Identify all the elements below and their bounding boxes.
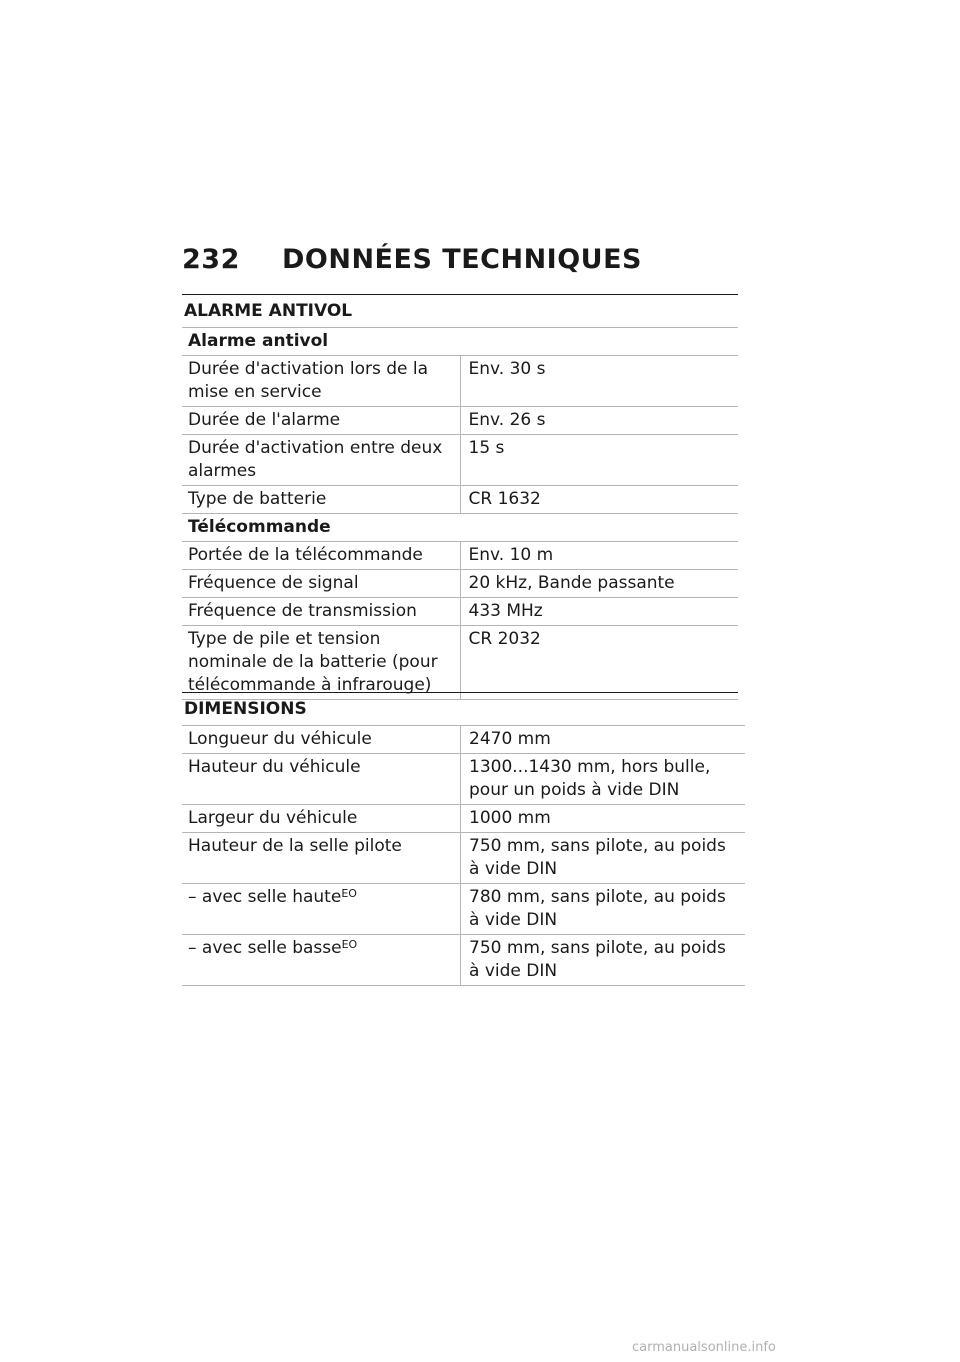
table-subheader-row	[182, 514, 738, 542]
spec-value: 15 s	[460, 435, 738, 486]
table-row	[182, 435, 738, 486]
spec-value: 20 kHz, Bande passante	[460, 570, 738, 598]
spec-value: Env. 26 s	[460, 407, 738, 435]
section-title-dimensions: DIMENSIONS	[184, 699, 307, 719]
spec-value: 433 MHz	[460, 598, 738, 626]
table-row	[182, 805, 745, 833]
section-dimensions	[182, 692, 738, 986]
option-marker: EO	[341, 938, 358, 951]
spec-label: Fréquence de signal	[182, 570, 460, 598]
spec-value: CR 1632	[460, 486, 738, 514]
spec-label: Hauteur de la selle pilote	[182, 833, 461, 884]
spec-label: Portée de la télécommande	[182, 542, 460, 570]
section-title-alarm: ALARME ANTIVOL	[184, 301, 353, 321]
table-row	[182, 726, 745, 754]
dimensions-table	[182, 725, 745, 986]
table-row	[182, 356, 738, 407]
option-marker: EO	[341, 887, 357, 900]
spec-value: 1300...1430 mm, hors bulle, pour un poids à vide DIN	[461, 754, 746, 805]
spec-label: Type de pile et tension nominale de la batterie (pour télécommande à infrarouge)	[182, 626, 460, 700]
spec-value: 780 mm, sans pilote, au poids à vide DIN	[461, 884, 746, 935]
spec-label: Largeur du véhicule	[182, 805, 461, 833]
table-row	[182, 407, 738, 435]
table-subheader: Alarme antivol	[182, 328, 738, 356]
table-row	[182, 598, 738, 626]
watermark-text: carmanualsonline.info	[632, 1340, 776, 1355]
spec-value: CR 2032	[460, 626, 738, 700]
table-subheader: Télécommande	[182, 514, 738, 542]
page-number: 232	[182, 244, 240, 275]
table-row	[182, 486, 738, 514]
spec-label: Fréquence de transmission	[182, 598, 460, 626]
spec-label-cell	[182, 935, 461, 986]
spec-label-cell	[182, 884, 461, 935]
spec-label: – avec selle basse	[188, 938, 342, 958]
spec-label: Type de batterie	[182, 486, 460, 514]
spec-value: Env. 10 m	[460, 542, 738, 570]
spec-value: 2470 mm	[461, 726, 746, 754]
spec-value: 750 mm, sans pilote, au poids à vide DIN	[461, 935, 746, 986]
page-title: DONNÉES TECHNIQUES	[282, 244, 642, 275]
section-alarm	[182, 294, 738, 700]
table-subheader-row	[182, 328, 738, 356]
spec-value: Env. 30 s	[460, 356, 738, 407]
table-row	[182, 570, 738, 598]
spec-label: Longueur du véhicule	[182, 726, 461, 754]
table-row	[182, 935, 745, 986]
spec-label: Durée de l'alarme	[182, 407, 460, 435]
spec-value: 750 mm, sans pilote, au poids à vide DIN	[461, 833, 746, 884]
table-row	[182, 833, 745, 884]
spec-label: Durée d'activation lors de la mise en service	[182, 356, 460, 407]
table-row	[182, 754, 745, 805]
table-row	[182, 626, 738, 700]
page-header	[182, 244, 738, 284]
spec-label: Durée d'activation entre deux alarmes	[182, 435, 460, 486]
spec-label: – avec selle haute	[188, 887, 342, 907]
spec-value: 1000 mm	[461, 805, 746, 833]
alarm-table	[182, 327, 738, 700]
table-row	[182, 542, 738, 570]
table-row	[182, 884, 745, 935]
spec-label: Hauteur du véhicule	[182, 754, 461, 805]
